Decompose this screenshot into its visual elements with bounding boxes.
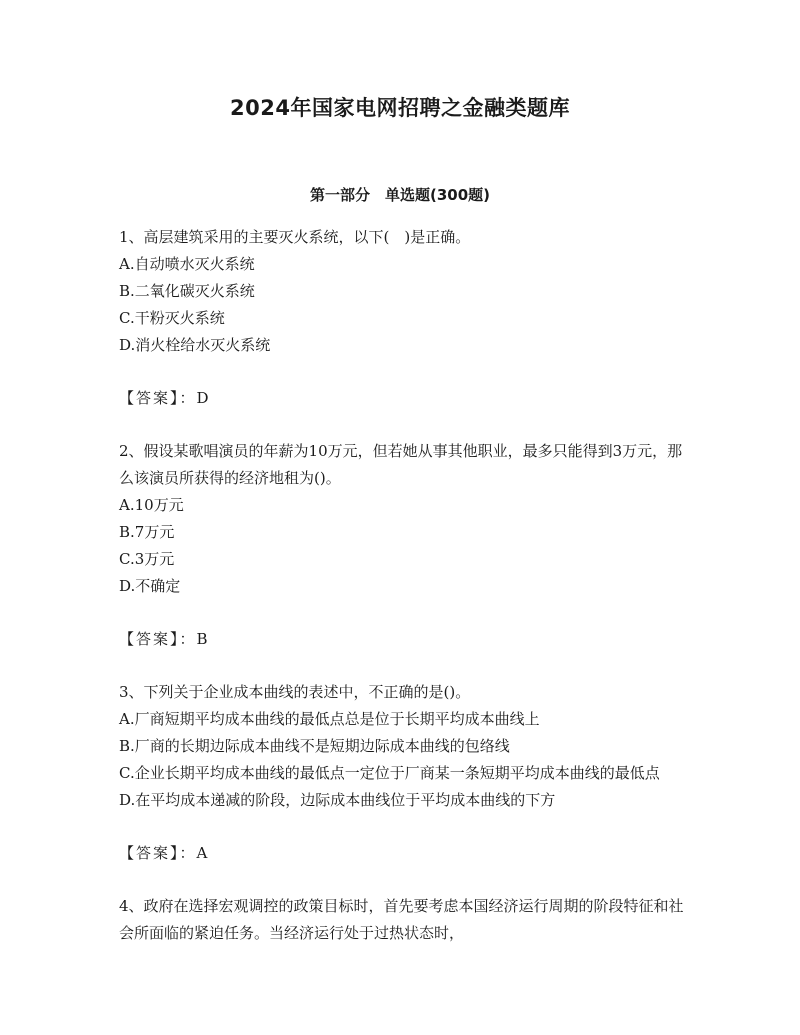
answer-label: 【答案】：	[119, 630, 197, 648]
question-option: C.干粉灭火系统	[119, 309, 225, 327]
section-title: 第一部分 单选题(300题)	[309, 186, 491, 204]
answer-line	[119, 840, 684, 867]
question-option: C.企业长期平均成本曲线的最低点一定位于厂商某一条短期平均成本曲线的最低点	[119, 764, 660, 782]
question-stem: 4、政府在选择宏观调控的政策目标时，首先要考虑本国经济运行周期的阶段特征和社会所面临的紧迫任务。当经济运行处于过热状态时，	[119, 897, 684, 942]
answer-value: B	[196, 630, 208, 648]
question-stem: 3、下列关于企业成本曲线的表述中，不正确的是()。	[119, 683, 471, 701]
answer-label: 【答案】：	[119, 844, 197, 862]
question-option: A.厂商短期平均成本曲线的最低点总是位于长期平均成本曲线上	[119, 710, 540, 728]
question-stem: 2、假设某歌唱演员的年薪为10万元，但若她从事其他职业，最多只能得到3万元，那么该演员所获得的经济地租为()。	[119, 442, 683, 487]
question-option: D.不确定	[119, 577, 181, 595]
question-option: B.厂商的长期边际成本曲线不是短期边际成本曲线的包络线	[119, 737, 510, 755]
question-block	[119, 438, 684, 653]
question-block	[119, 893, 684, 947]
question-option: C.3万元	[119, 550, 175, 568]
answer-line	[119, 626, 684, 653]
question-list	[119, 224, 684, 947]
question-block	[119, 224, 684, 412]
answer-line	[119, 385, 684, 412]
answer-value: A	[196, 844, 208, 862]
question-option: B.二氧化碳灭火系统	[119, 282, 255, 300]
question-option: D.消火栓给水灭火系统	[119, 336, 271, 354]
answer-value: D	[196, 389, 209, 407]
question-option: D.在平均成本递减的阶段，边际成本曲线位于平均成本曲线的下方	[119, 791, 556, 809]
answer-label: 【答案】：	[119, 389, 197, 407]
question-option: A.10万元	[119, 496, 184, 514]
question-stem: 1、高层建筑采用的主要灭火系统，以下( )是正确。	[119, 228, 471, 246]
question-option: A.自动喷水灭火系统	[119, 255, 255, 273]
question-option: B.7万元	[119, 523, 175, 541]
question-block	[119, 679, 684, 867]
document-title: 2024年国家电网招聘之金融类题库	[230, 96, 570, 120]
